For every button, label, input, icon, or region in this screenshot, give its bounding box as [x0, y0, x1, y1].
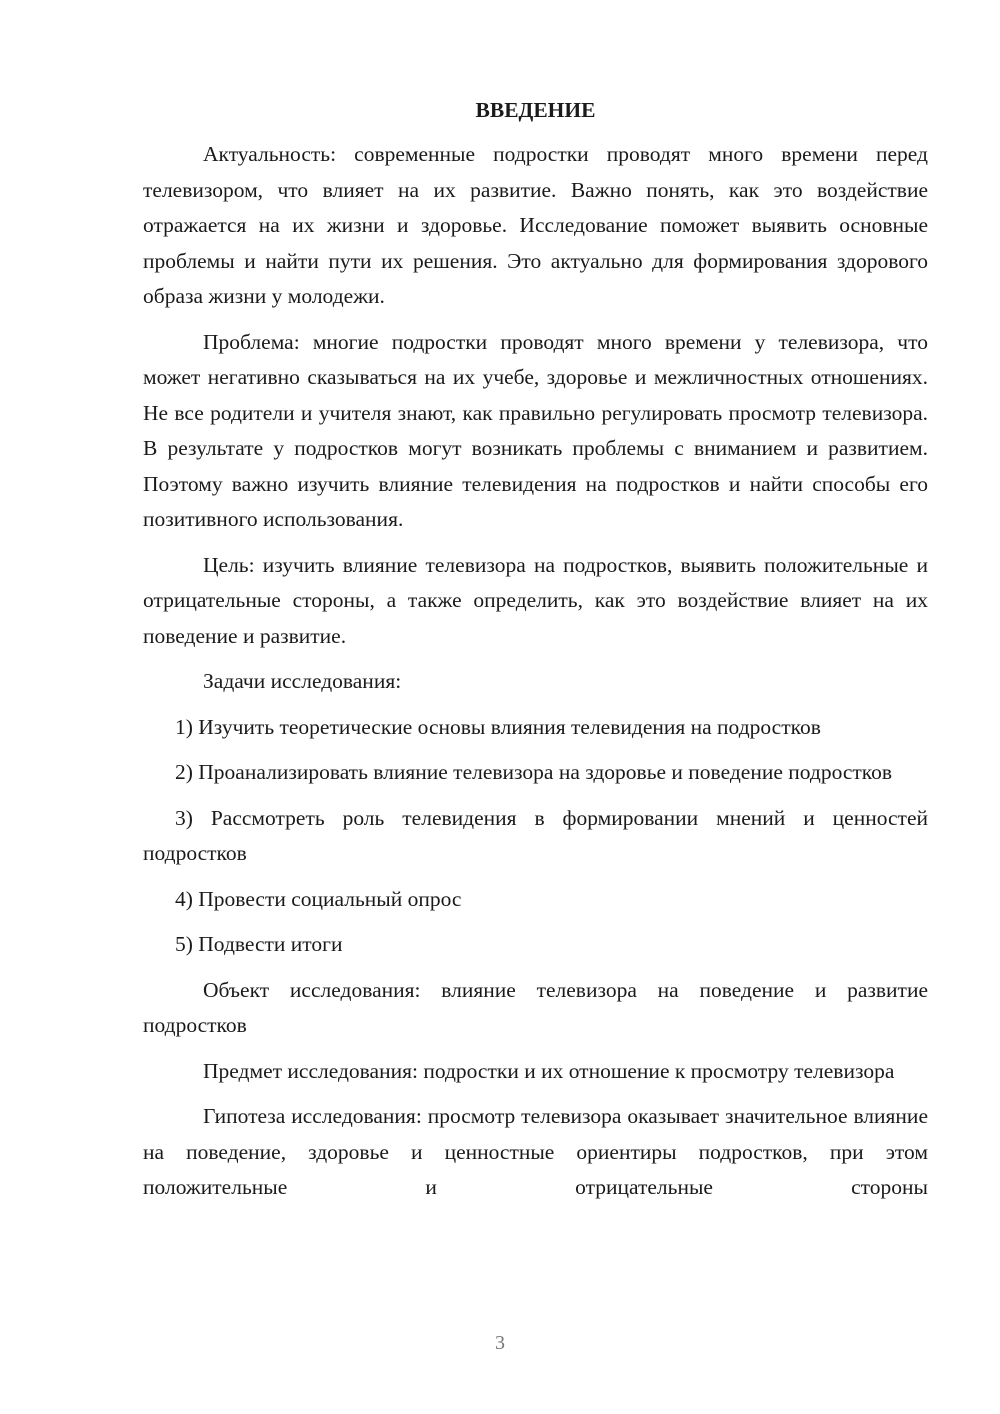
paragraph-relevance: Актуальность: современные подростки проводят много времени перед телевизором, что влияет на их развитие. Важно понять, как это воздействие отражается на их жизни и здоровье. Исследование поможет выявить основные проблемы и найти пути их решения. Это актуально для формирования здорового образа жизни у молодежи. [143, 142, 928, 308]
task-item-5: 5) Подвести итоги [175, 932, 343, 956]
task-item-4: 4) Провести социальный опрос [175, 886, 462, 911]
task-item-1: 1) Изучить теоретические основы влияния телевидения на подростков [175, 714, 821, 739]
paragraph-problem: Проблема: многие подростки проводят много времени у телевизора, что может негативно сказываться на их учебе, здоровье и межличностных отношениях. Не все родители и учителя знают, как правильно регулировать просмотр телевизора. В результате у подростков могут возникать проблемы с вниманием и развитием. Поэтому важно изучить влияние телевидения на подростков и найти способы его позитивного использования. [143, 329, 928, 531]
document-page [143, 92, 928, 1216]
page-heading: ВВЕДЕНИЕ [475, 98, 596, 122]
tasks-title: Задачи исследования: [203, 669, 402, 693]
paragraph-subject: Предмет исследования: подростки и их отношение к просмотру телевизора [203, 1058, 895, 1083]
paragraph-object: Объект исследования: влияние телевизора на поведение и развитие подростков [143, 977, 928, 1037]
task-item-3: 3) Рассмотреть роль телевидения в формировании мнений и ценностей подростков [143, 805, 928, 865]
task-item-2: 2) Проанализировать влияние телевизора на здоровье и поведение подростков [175, 760, 893, 784]
page-number: 3 [495, 1332, 505, 1354]
paragraph-hypothesis: Гипотеза исследования: просмотр телевизора оказывает значительное влияние на поведение, здоровье и ценностные ориентиры подростков, при этом положительные и отрицательные стороны [143, 1104, 928, 1199]
paragraph-goal: Цель: изучить влияние телевизора на подростков, выявить положительные и отрицательные стороны, а также определить, как это воздействие влияет на их поведение и развитие. [143, 552, 928, 648]
